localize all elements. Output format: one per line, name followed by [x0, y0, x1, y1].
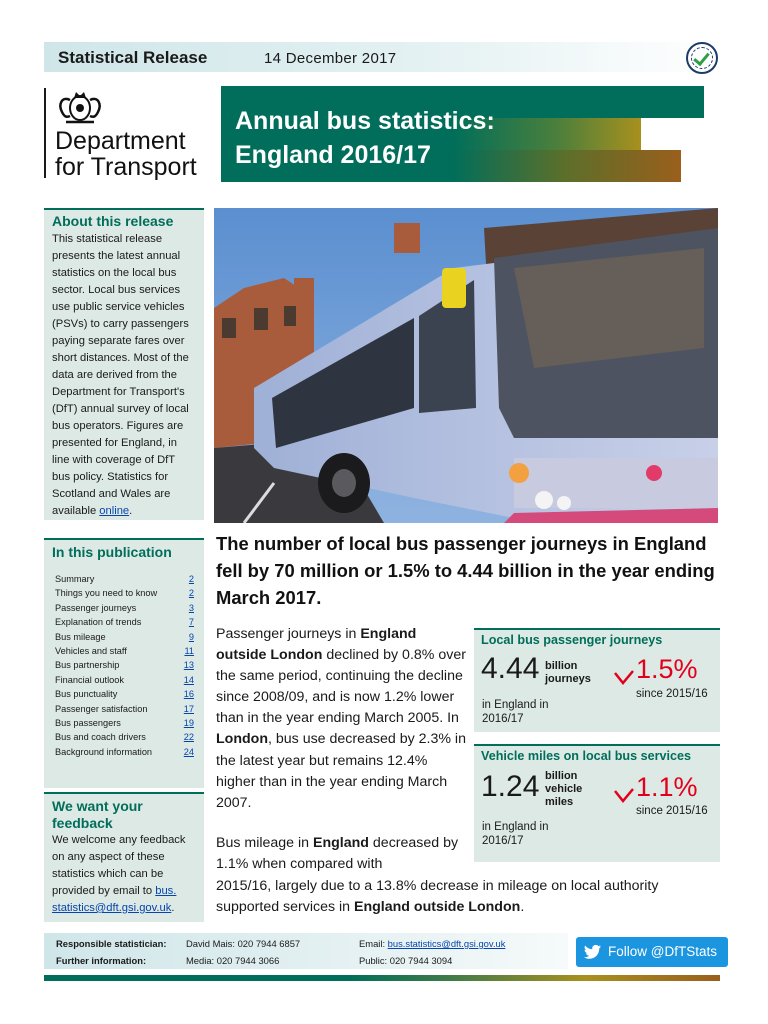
contents-item-label: Passenger journeys — [55, 602, 137, 613]
feedback-heading: We want your feedback — [52, 798, 143, 831]
contents-item-label: Summary — [55, 574, 95, 584]
contents-item-label: Things you need to know — [55, 588, 158, 599]
national-statistics-badge-icon — [686, 42, 718, 74]
contents-list — [44, 572, 204, 759]
contents-item[interactable] — [55, 572, 194, 586]
stat-value: 4.44 — [481, 652, 540, 685]
email-link[interactable]: bus.statistics@dft.gsi.gov.uk — [387, 938, 506, 949]
contents-item[interactable] — [55, 586, 194, 600]
feedback-text: We welcome any feedback on any aspect of these statistics which can be provided by email to bus. statistics@dft.gsi.gov.uk. — [52, 834, 186, 914]
contents-item-label: Background information — [55, 746, 153, 757]
feedback-box — [44, 792, 204, 922]
stat-box-passenger-journeys — [474, 628, 720, 732]
contents-item-label: Bus punctuality — [55, 689, 118, 700]
stat-change: 1.1% — [636, 772, 698, 802]
contents-item-page-link[interactable]: 2 — [188, 588, 194, 599]
decrease-arrow-icon — [612, 668, 636, 688]
contents-item[interactable] — [55, 702, 194, 716]
contents-item[interactable] — [55, 730, 194, 744]
contents-item[interactable] — [55, 601, 194, 615]
department-name: Department for Transport — [55, 127, 197, 181]
decrease-arrow-icon — [612, 786, 636, 806]
contents-item-page-link[interactable]: 19 — [183, 718, 194, 729]
contents-item[interactable] — [55, 630, 194, 644]
stat-title: Local bus passenger journeys — [481, 633, 663, 647]
contents-item[interactable] — [55, 687, 194, 701]
online-link[interactable]: online — [99, 505, 130, 517]
stat-value: 1.24 — [481, 770, 540, 803]
release-label: Statistical Release — [58, 48, 208, 67]
contents-item-page-link[interactable]: 22 — [183, 732, 194, 743]
contents-item-label: Financial outlook — [55, 674, 124, 685]
contents-item[interactable] — [55, 658, 194, 672]
logo-divider — [44, 88, 46, 178]
contents-item-label: Bus partnership — [55, 660, 120, 671]
contents-item-page-link[interactable]: 16 — [183, 689, 194, 700]
contents-item-page-link[interactable]: 2 — [188, 574, 194, 584]
about-text: This statistical release presents the latest annual statistics on the local bus sector. Local bus services use public service vehicles (PSVs) to carry passengers paying separate fares over short distances. Most of the data are derived from the Department for Transport's (DfT) annual survey of local bus operators. Figures are presented for England, in line with coverage of DfT bus policy. Statistics for Scotland and Wales are available online. — [52, 233, 189, 517]
contents-item[interactable] — [55, 745, 194, 759]
responsible-label: Responsible statistician: — [56, 938, 167, 949]
contents-item[interactable] — [55, 673, 194, 687]
contents-item-page-link[interactable]: 7 — [188, 617, 194, 628]
email-contact: Email: bus.statistics@dft.gsi.gov.uk — [359, 938, 506, 949]
stat-context: in England in 2016/17 — [482, 699, 549, 725]
royal-crest-icon — [52, 86, 108, 126]
contents-item-page-link[interactable]: 3 — [188, 602, 194, 613]
headline: The number of local bus passenger journeys in England fell by 70 million or 1.5% to 4.44 billion in the year ending March 2017. — [216, 533, 715, 608]
contents-heading: In this publication — [52, 544, 172, 560]
contents-item[interactable] — [55, 716, 194, 730]
contents-item-label: Bus and coach drivers — [55, 732, 146, 743]
contents-item-page-link[interactable]: 9 — [188, 631, 194, 642]
follow-twitter-button[interactable] — [576, 937, 728, 967]
further-info-label: Further information: — [56, 955, 147, 966]
bottom-rule — [44, 975, 720, 981]
stat-since: since 2015/16 — [636, 805, 708, 817]
follow-label: Follow @DfTStats — [608, 944, 717, 959]
contents-item-page-link[interactable]: 14 — [183, 674, 194, 685]
body-paragraph-journeys: Passenger journeys in England outside London declined by 0.8% over the same period, continuing the decline since 2008/09, and is now 1.2% lower than in the year ending March 2005. In London, bus use decreased by 2.3% in the latest year but remains 12.4% higher than in the year ending March 2007. — [216, 626, 466, 811]
contents-item-label: Explanation of trends — [55, 617, 142, 628]
stat-context: in England in 2016/17 — [482, 821, 549, 847]
body-paragraph-mileage: Bus mileage in England decreased by 1.1% when compared with 2015/16, largely due to a 13.8% decrease in mileage on local authority supported services in England outside London. — [216, 833, 716, 919]
contents-item-page-link[interactable]: 13 — [183, 660, 194, 671]
stat-unit: billion journeys — [545, 660, 591, 685]
stat-box-vehicle-miles — [474, 744, 720, 862]
contents-item-page-link[interactable]: 24 — [183, 746, 194, 757]
contents-item-label: Vehicles and staff — [55, 646, 127, 657]
about-heading: About this release — [52, 213, 174, 229]
responsible-value: David Mais: 020 7944 6857 — [186, 938, 301, 949]
media-phone: Media: 020 7944 3066 — [186, 955, 280, 966]
stat-unit: billion vehicle miles — [545, 770, 583, 808]
stat-title: Vehicle miles on local bus services — [481, 749, 692, 763]
contents-item-page-link[interactable]: 17 — [183, 703, 194, 714]
twitter-bird-icon — [584, 944, 602, 960]
contents-box — [44, 538, 204, 788]
about-release-box — [44, 208, 204, 520]
feedback-email-link[interactable]: bus. statistics@dft.gsi.gov.uk — [52, 885, 177, 914]
public-phone: Public: 020 7944 3094 — [359, 955, 453, 966]
bus-photo — [214, 208, 718, 523]
body-paragraph-mileage-cont: 2015/16, largely due to a 13.8% decrease in mileage on local authority supported services in England outside London. — [216, 877, 659, 916]
contents-item-page-link[interactable]: 11 — [184, 646, 194, 657]
contents-item-label: Bus passengers — [55, 718, 121, 729]
contents-item[interactable] — [55, 615, 194, 629]
contents-item-label: Bus mileage — [55, 631, 106, 642]
page-title: Annual bus statistics: England 2016/17 — [235, 107, 495, 169]
release-date: 14 December 2017 — [264, 50, 397, 67]
contents-item-label: Passenger satisfaction — [55, 703, 148, 714]
stat-since: since 2015/16 — [636, 688, 708, 700]
stat-change: 1.5% — [636, 654, 698, 684]
contents-item[interactable] — [55, 644, 194, 658]
